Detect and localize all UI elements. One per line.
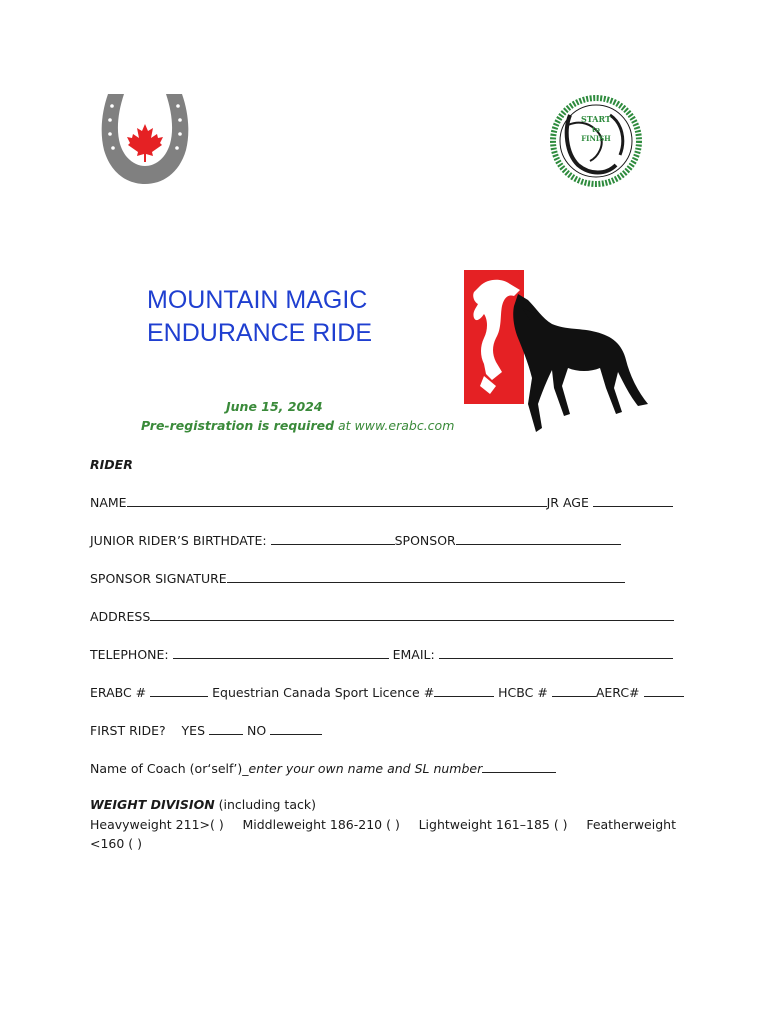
name-row <box>90 494 673 510</box>
erabc-field[interactable] <box>150 684 208 697</box>
event-title-line1: MOUNTAIN MAGIC <box>147 286 368 314</box>
jr-age-label: JR AGE <box>546 495 589 510</box>
telephone-row <box>90 646 673 662</box>
canada-horseshoe-logo <box>100 92 190 186</box>
jr-age-field[interactable] <box>593 494 673 507</box>
weight-division-title: WEIGHT DIVISION <box>90 797 215 812</box>
lightweight-option[interactable]: Lightweight 161–185 ( ) <box>418 817 568 832</box>
name-label: NAME <box>90 495 127 510</box>
coach-row <box>90 760 556 776</box>
email-label: EMAIL: <box>392 647 435 662</box>
sponsor-label: SPONSOR <box>394 533 456 548</box>
erabc-label: ERABC # <box>90 685 147 700</box>
no-field[interactable] <box>270 722 322 735</box>
event-title <box>147 284 372 350</box>
heavyweight-option[interactable]: Heavyweight 211>( ) <box>90 817 224 832</box>
junior-birthdate-label: JUNIOR RIDER’S BIRTHDATE: <box>90 533 267 548</box>
junior-birthdate-field[interactable] <box>271 532 395 545</box>
event-title-line2: ENDURANCE RIDE <box>147 319 373 347</box>
telephone-field[interactable] <box>173 646 389 659</box>
horseshoe-icon <box>100 92 190 186</box>
coach-hint: enter your own name and SL number <box>248 761 483 776</box>
featherweight-range[interactable]: <160 ( ) <box>90 836 143 851</box>
name-field[interactable] <box>127 494 547 507</box>
pre-registration-rest: at www.erabc.com <box>334 418 455 433</box>
middleweight-option[interactable]: Middleweight 186-210 ( ) <box>242 817 400 832</box>
no-label: NO <box>246 723 267 738</box>
yes-label: YES <box>181 723 206 738</box>
hcbc-field[interactable] <box>552 684 596 697</box>
svg-text:to: to <box>592 125 600 134</box>
featherweight-option[interactable]: Featherweight <box>586 817 676 832</box>
hcbc-label: HCBC # <box>498 685 548 700</box>
sponsor-field[interactable] <box>456 532 621 545</box>
weight-options-row <box>90 817 676 832</box>
sponsor-signature-field[interactable] <box>227 570 625 583</box>
birthdate-row <box>90 532 621 548</box>
sponsor-signature-label: SPONSOR SIGNATURE <box>90 571 227 586</box>
ec-licence-label: Equestrian Canada Sport Licence # <box>212 685 435 700</box>
membership-row <box>90 684 684 700</box>
svg-text:FINISH: FINISH <box>581 134 611 143</box>
erabc-start-to-finish-logo <box>550 95 642 187</box>
red-black-horse-logo <box>462 268 652 440</box>
svg-text:START: START <box>581 114 611 124</box>
sponsor-signature-row <box>90 570 625 586</box>
coach-field[interactable] <box>482 760 556 773</box>
weight-division-heading <box>90 797 316 812</box>
weight-division-note: (including tack) <box>214 797 316 812</box>
aerc-label: AERC# <box>595 685 640 700</box>
address-label: ADDRESS <box>90 609 151 624</box>
first-ride-row <box>90 722 322 738</box>
maple-leaf-icon <box>127 124 163 162</box>
address-field[interactable] <box>150 608 674 621</box>
pre-registration-note <box>141 418 454 433</box>
yes-field[interactable] <box>209 722 243 735</box>
pre-registration-bold: Pre-registration is required <box>141 418 335 433</box>
event-date: June 15, 2024 <box>226 399 323 414</box>
coach-label: Name of Coach (or‘self’)_ <box>90 761 249 776</box>
first-ride-label: FIRST RIDE? <box>90 723 166 738</box>
aerc-field[interactable] <box>644 684 684 697</box>
telephone-label: TELEPHONE: <box>90 647 169 662</box>
ec-licence-field[interactable] <box>434 684 494 697</box>
address-row <box>90 608 674 624</box>
section-rider-heading: RIDER <box>90 457 133 472</box>
email-field[interactable] <box>439 646 673 659</box>
